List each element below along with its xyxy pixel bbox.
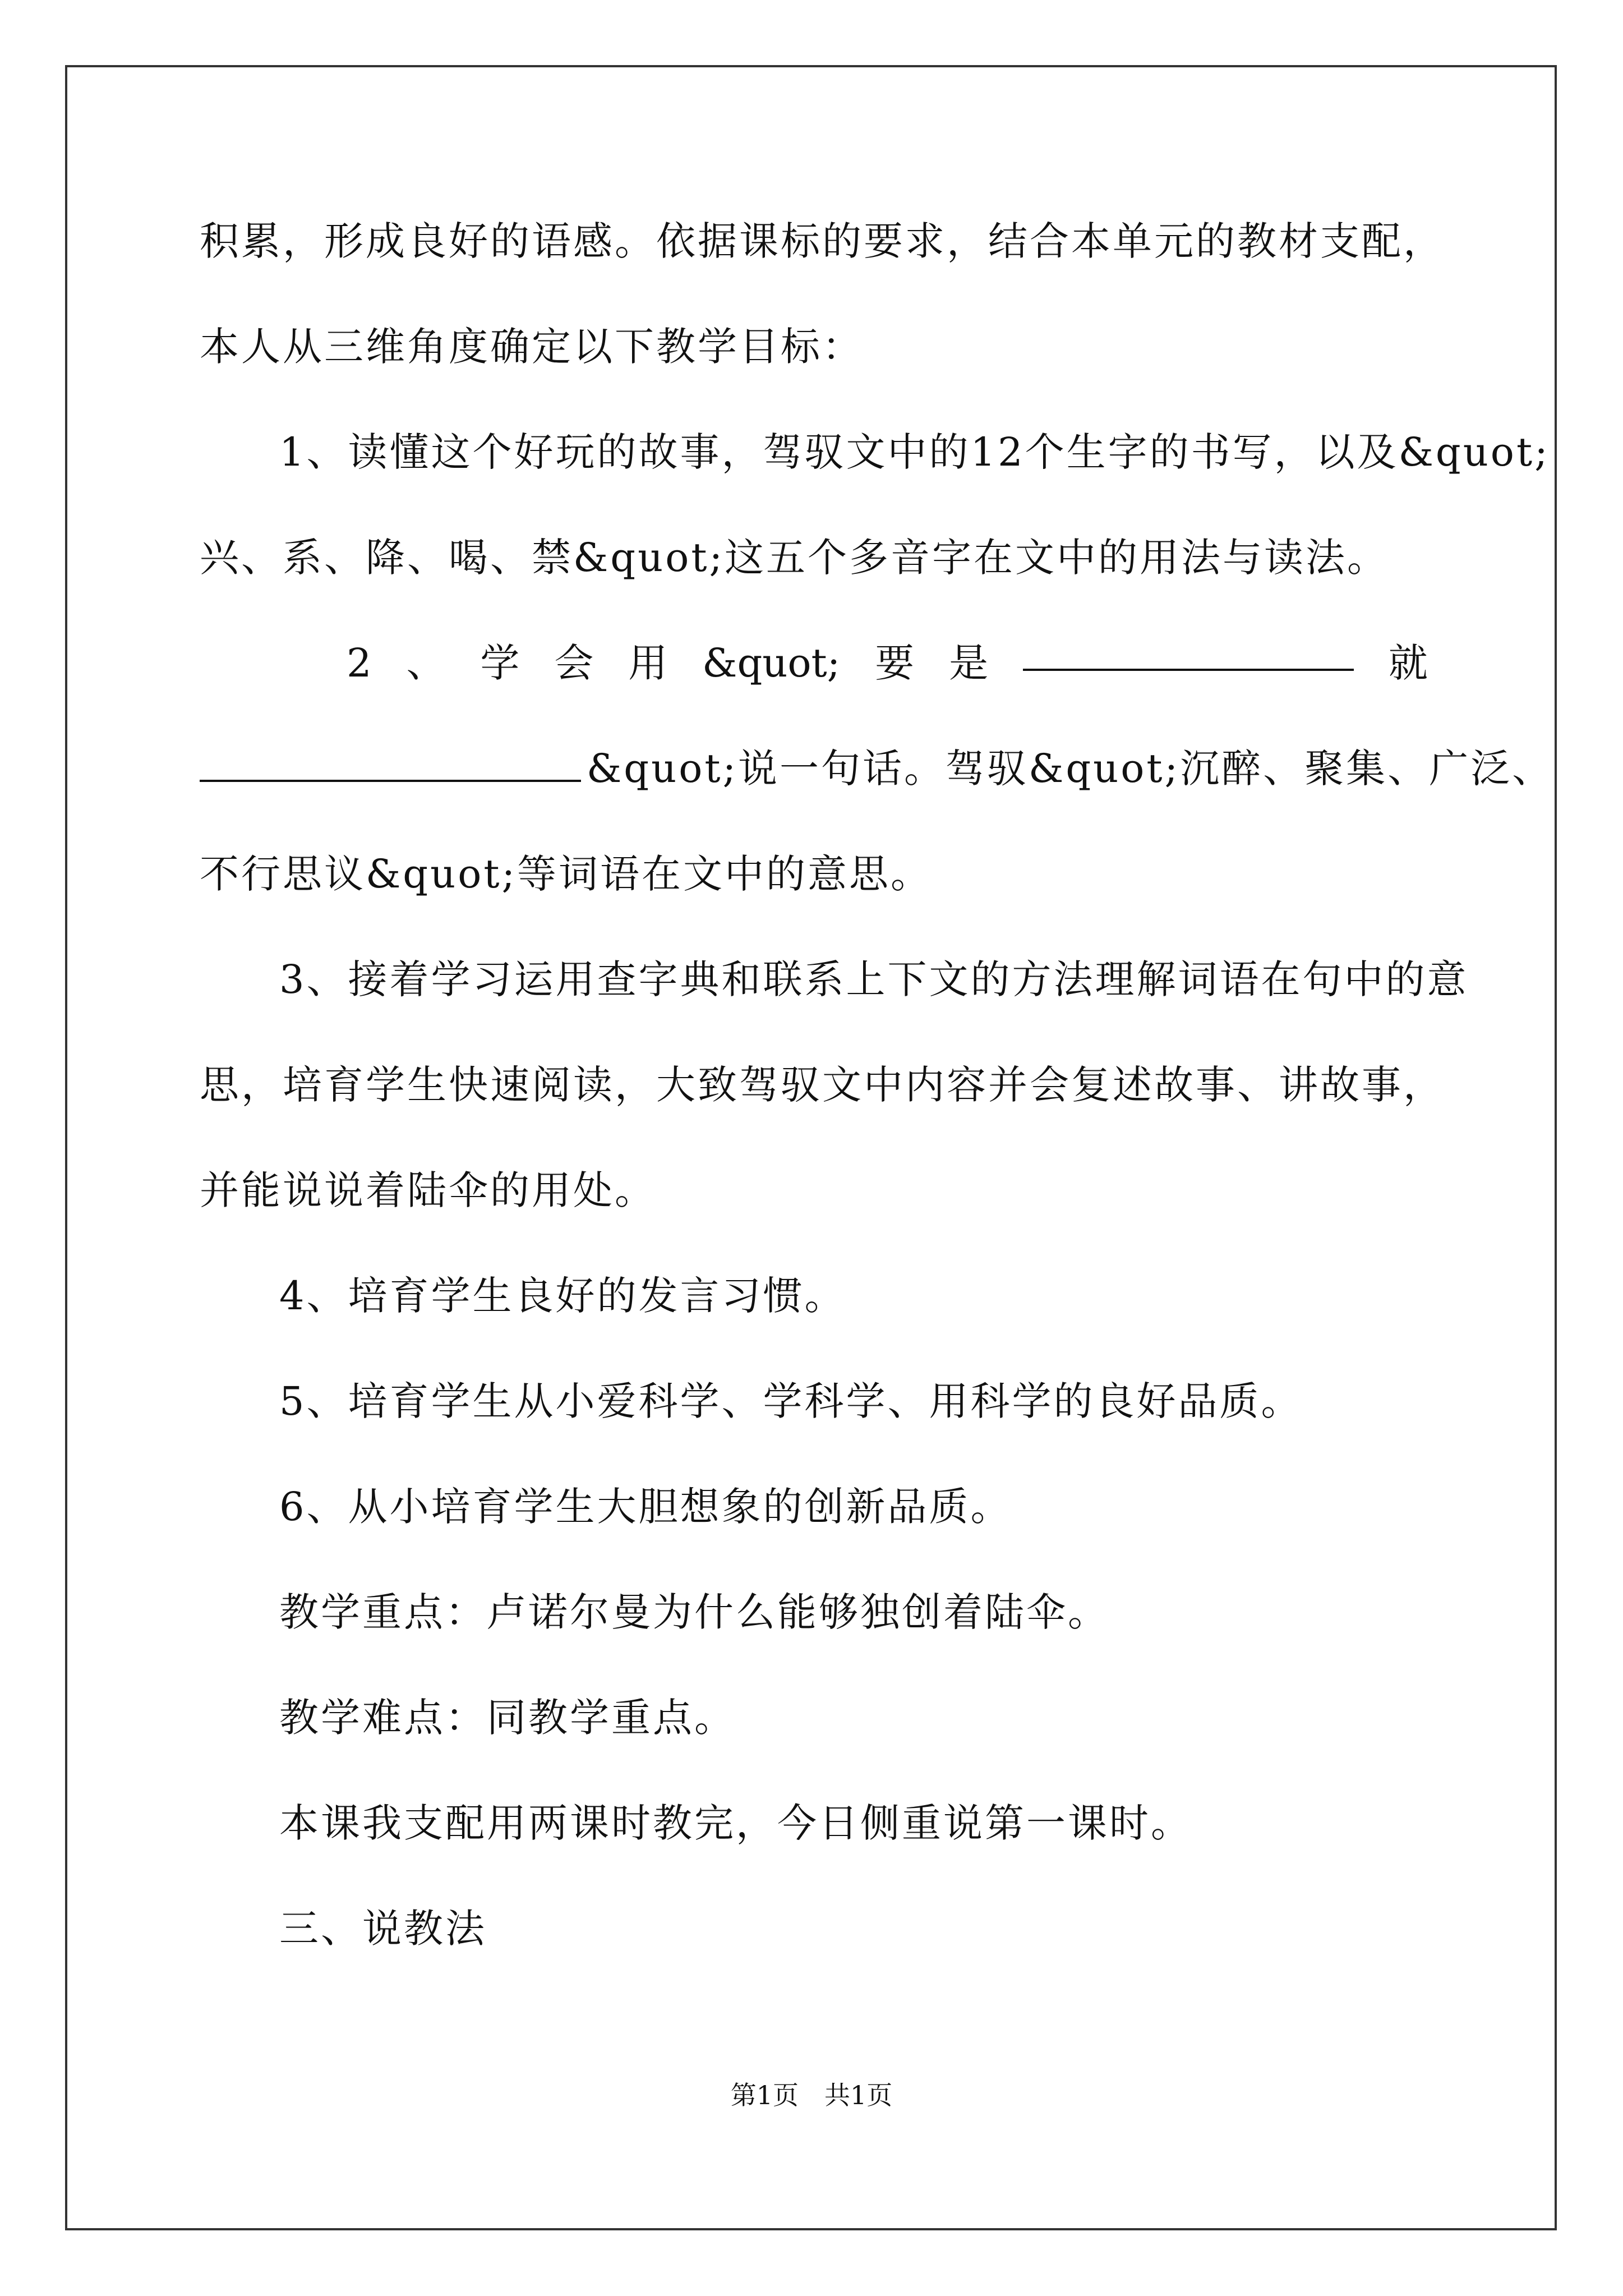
paragraph-line: 本课我支配用两课时教完，今日侧重说第一课时。 xyxy=(279,1800,1192,1846)
list-number: 2 xyxy=(347,640,372,686)
paragraph-line: 3、接着学习运用查字典和联系上下文的方法理解词语在句中的意 xyxy=(279,956,1469,1002)
paragraph-line: 并能说说着陆伞的用处。 xyxy=(200,1167,656,1213)
paragraph-line: 4、培育学生良好的发言习惯。 xyxy=(279,1273,846,1319)
paragraph-line: 兴、系、降、喝、禁&quot;这五个多音字在文中的用法与读法。 xyxy=(200,535,1389,581)
word: 会 xyxy=(554,640,594,686)
paragraph-line-justified xyxy=(200,635,1428,691)
line-text: &quot;说一句话。驾驭&quot;沉醉、聚集、广泛、 xyxy=(587,746,1554,792)
paragraph-line: 教学重点：卢诺尔曼为什么能够独创着陆伞。 xyxy=(279,1589,1109,1635)
word: 用 xyxy=(628,640,668,686)
paragraph-line: 不行思议&quot;等词语在文中的意思。 xyxy=(200,851,933,897)
word: 学 xyxy=(480,640,520,686)
word: 是 xyxy=(949,640,989,686)
paragraph-line xyxy=(200,740,1553,797)
paragraph-line: 5、培育学生从小爱科学、学科学、用科学的良好品质。 xyxy=(279,1378,1303,1424)
fill-in-blank xyxy=(1023,635,1354,671)
word: 就 xyxy=(1388,640,1428,686)
page-footer: 第1页 共1页 xyxy=(730,2080,893,2110)
paragraph-line: 积累，形成良好的语感。依据课标的要求，结合本单元的教材支配， xyxy=(200,218,1445,264)
paragraph-line: 思，培育学生快速阅读，大致驾驭文中内容并会复述故事、讲故事， xyxy=(200,1062,1445,1108)
paragraph-line: 6、从小培育学生大胆想象的创新品质。 xyxy=(279,1484,1012,1530)
paragraph-line: 教学难点：同教学重点。 xyxy=(279,1695,736,1741)
section-heading: 三、说教法 xyxy=(279,1906,487,1952)
separator: 、 xyxy=(406,640,446,686)
fill-in-blank xyxy=(200,746,581,782)
word: &quot; xyxy=(702,640,841,686)
paragraph-line: 本人从三维角度确定以下教学目标： xyxy=(200,324,864,370)
paragraph-line: 1、读懂这个好玩的故事，驾驭文中的12个生字的书写，以及&quot; xyxy=(279,429,1550,475)
word: 要 xyxy=(875,640,915,686)
